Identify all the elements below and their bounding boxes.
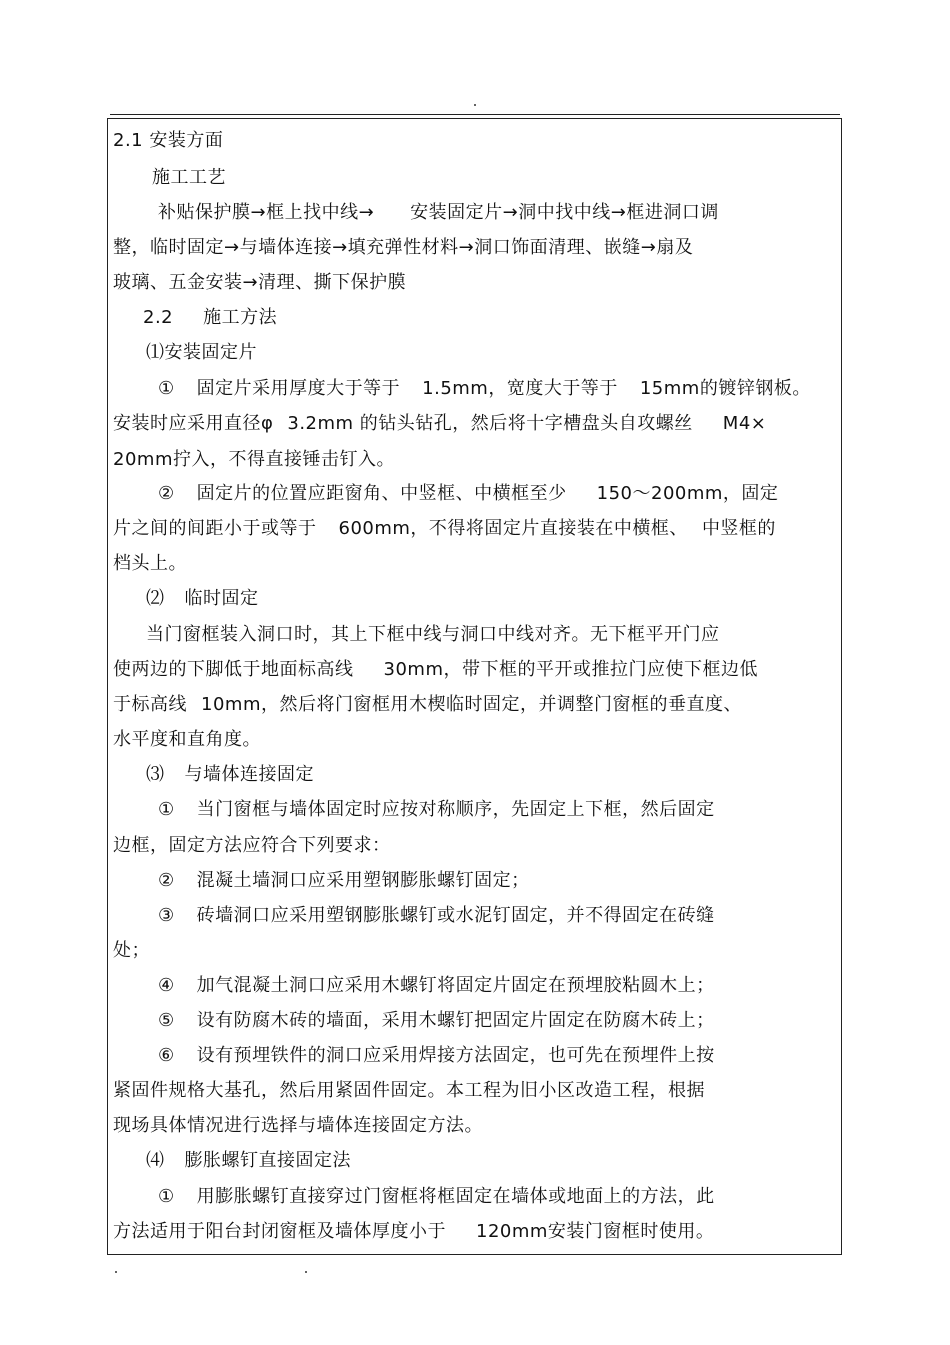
line-text: ② (158, 483, 175, 504)
line-text: 处； (113, 940, 150, 961)
paragraph-line (113, 412, 766, 436)
line-text: 当门窗框与墙体固定时应按对称顺序，先固定上下框，然后固定 (196, 799, 715, 820)
line-text: 补贴保护膜→框上找中线→ (158, 202, 375, 223)
line-text: 中竖框的 (701, 518, 776, 539)
line-text: 加气混凝土洞口应采用木螺钉将固定片固定在预埋胶粘圆木上； (196, 975, 715, 996)
paragraph-line (158, 1185, 715, 1209)
line-text: ⑥ (158, 1045, 175, 1066)
paragraph-line (113, 693, 742, 717)
line-text: 3.2mm 的钻头钻孔，然后将十字槽盘头自攻螺丝 (287, 413, 693, 434)
line-text: 20mm拧入，不得直接锤击钉入。 (113, 449, 395, 470)
line-text: 15mm的镀锌钢板。 (639, 378, 811, 399)
subheading (146, 763, 314, 787)
line-text: 1.5mm，宽度大于等于 (422, 378, 618, 399)
line-text: 固定片的位置应距窗角、中竖框、中横框至少 (196, 483, 567, 504)
line-text: 150～200mm，固定 (596, 483, 779, 504)
paragraph-line (113, 1220, 714, 1244)
line-text: 安装时应采用直径φ (113, 413, 274, 434)
line-text: 方法适用于阳台封闭窗框及墙体厚度小于 (113, 1221, 446, 1242)
footer-dot-left (115, 1271, 117, 1273)
footer-dot-right (305, 1271, 307, 1273)
line-text: 施工工艺 (152, 167, 226, 188)
line-text: 2.2 (143, 307, 174, 328)
line-text: 30mm，带下框的平开或推拉门应使下框边低 (383, 659, 758, 680)
line-text: 紧固件规格大基孔，然后用紧固件固定。本工程为旧小区改造工程，根据 (113, 1080, 705, 1101)
paragraph-line (113, 658, 758, 682)
line-text: 于标高线 (113, 694, 187, 715)
line-text: 临时固定 (184, 588, 259, 609)
paragraph-line (158, 1044, 715, 1068)
line-text: 整，临时固定→与墙体连接→填充弹性材料→洞口饰面清理、嵌缝→扇及 (113, 237, 694, 258)
line-text: ① (158, 378, 175, 399)
line-text: ① (158, 799, 175, 820)
subheading (146, 341, 257, 365)
line-text: 使两边的下脚低于地面标高线 (113, 659, 354, 680)
line-text: ⑴安装固定片 (146, 342, 257, 363)
section-heading (113, 129, 223, 153)
header-dot (474, 104, 476, 106)
paragraph-line (113, 271, 406, 295)
line-text: ⑤ (158, 1010, 175, 1031)
line-text: 砖墙洞口应采用塑钢膨胀螺钉或水泥钉固定，并不得固定在砖缝 (196, 905, 715, 926)
paragraph-line (113, 517, 776, 541)
paragraph-line (113, 834, 391, 858)
line-text: 当门窗框装入洞口时，其上下框中线与洞口中线对齐。无下框平开门应 (146, 624, 720, 645)
line-text: 混凝土墙洞口应采用塑钢膨胀螺钉固定； (196, 870, 530, 891)
paragraph-line (113, 448, 395, 472)
paragraph-line (113, 1079, 705, 1103)
paragraph-line (146, 623, 720, 647)
line-text: 120mm安装门窗框时使用。 (476, 1221, 715, 1242)
line-text: ⑶ (146, 764, 165, 785)
section-heading (143, 306, 277, 330)
line-text: ② (158, 870, 175, 891)
line-text: ⑷ (146, 1150, 165, 1171)
line-text: 2.1 安装方面 (113, 130, 224, 151)
line-text: 施工方法 (203, 307, 278, 328)
line-text: 安装固定片→洞中找中线→框进洞口调 (410, 202, 719, 223)
line-text: ⑵ (146, 588, 165, 609)
line-text: 现场具体情况进行选择与墙体连接固定方法。 (113, 1115, 483, 1136)
paragraph-line (113, 552, 187, 576)
line-text: ③ (158, 905, 175, 926)
line-text: 与墙体连接固定 (184, 764, 314, 785)
subheading (146, 1149, 351, 1173)
paragraph-line (158, 974, 715, 998)
subheading (152, 166, 226, 190)
line-text: 边框，固定方法应符合下列要求： (113, 835, 391, 856)
paragraph-line (158, 904, 715, 928)
line-text: 设有防腐木砖的墙面，采用木螺钉把固定片固定在防腐木砖上； (196, 1010, 715, 1031)
line-text: 膨胀螺钉直接固定法 (184, 1150, 351, 1171)
header-rule (110, 114, 840, 115)
line-text: M4× (722, 413, 767, 434)
paragraph-line (113, 728, 261, 752)
subheading (146, 587, 259, 611)
paragraph-line (158, 869, 530, 893)
line-text: 玻璃、五金安装→清理、撕下保护膜 (113, 272, 407, 293)
line-text: 600mm，不得将固定片直接装在中横框、 (338, 518, 688, 539)
paragraph-line (158, 377, 811, 401)
line-text: 档头上。 (113, 553, 187, 574)
line-text: 片之间的间距小于或等于 (113, 518, 317, 539)
line-text: 用膨胀螺钉直接穿过门窗框将框固定在墙体或地面上的方法，此 (196, 1186, 715, 1207)
paragraph-line (113, 1114, 483, 1138)
paragraph-line (113, 236, 693, 260)
line-text: 水平度和直角度。 (113, 729, 261, 750)
line-text: 10mm，然后将门窗框用木楔临时固定，并调整门窗框的垂直度、 (201, 694, 742, 715)
paragraph-line (158, 201, 719, 225)
line-text: 设有预埋铁件的洞口应采用焊接方法固定，也可先在预埋件上按 (196, 1045, 715, 1066)
line-text: ① (158, 1186, 175, 1207)
paragraph-line (158, 1009, 715, 1033)
line-text: 固定片采用厚度大于等于 (196, 378, 401, 399)
paragraph-line (158, 482, 778, 506)
paragraph-line (158, 798, 715, 822)
paragraph-line (113, 939, 150, 963)
line-text: ④ (158, 975, 175, 996)
